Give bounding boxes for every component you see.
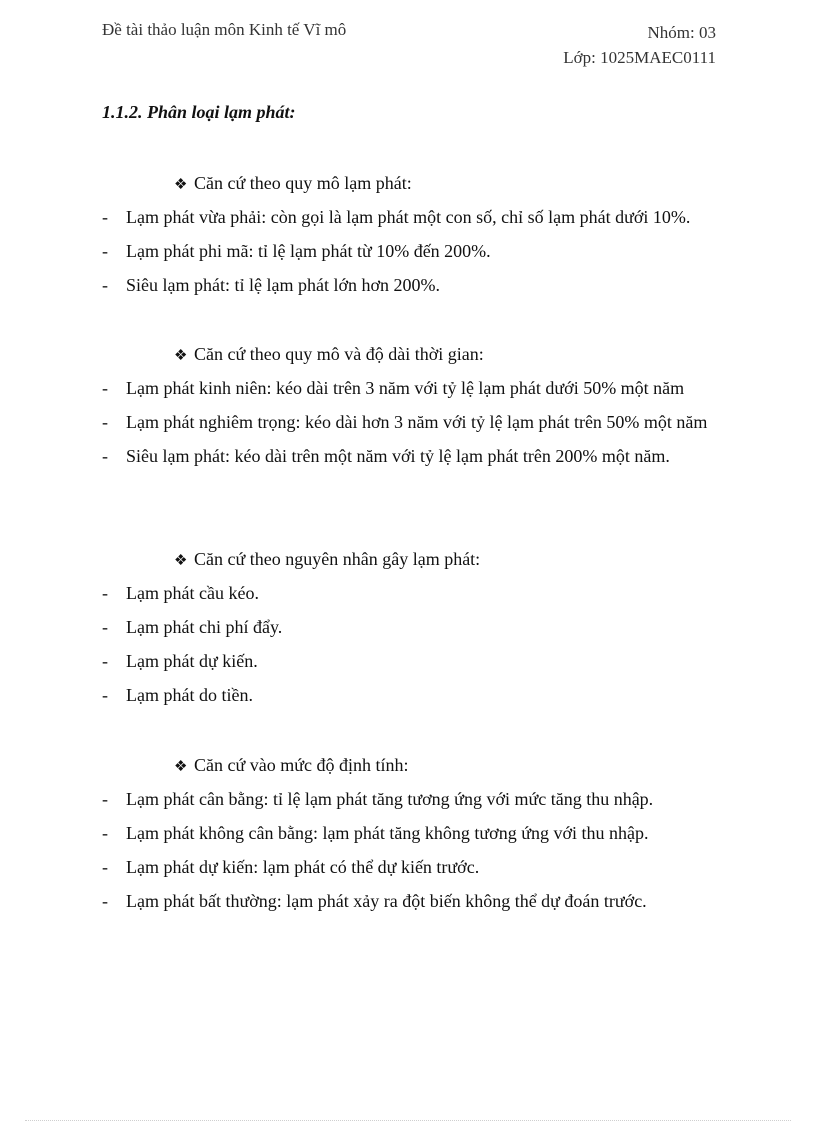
dash-bullet: - [102,207,108,227]
dash-bullet: - [102,583,108,603]
list-item: - Lạm phát vừa phải: còn gọi là lạm phát một con số, chỉ số lạm phát dưới 10%. [102,200,722,234]
header-title: Đề tài thảo luận môn Kinh tế Vĩ mô [102,20,347,39]
classification-group [102,166,722,302]
list-item: - Lạm phát bất thường: lạm phát xảy ra đột biến không thể dự đoán trước. [102,884,722,918]
dash-bullet: - [102,651,108,671]
list-item: - Lạm phát dự kiến: lạm phát có thể dự kiến trước. [102,850,722,884]
group-heading: Căn cứ theo quy mô lạm phát: [194,173,412,193]
class-code: Lớp: 1025MAEC0111 [563,48,716,67]
dash-bullet: - [102,891,108,911]
dash-bullet: - [102,823,108,843]
header-info [563,20,716,70]
list-item: - Lạm phát do tiền. [102,678,722,712]
page-bottom-border [25,1120,791,1121]
dash-bullet: - [102,789,108,809]
diamond-bullet-icon: ❖ [174,759,188,775]
list-item: - Siêu lạm phát: kéo dài trên một năm với tỷ lệ lạm phát trên 200% một năm. [102,439,722,473]
classification-group [102,337,722,473]
list-item: - Lạm phát nghiêm trọng: kéo dài hơn 3 năm với tỷ lệ lạm phát trên 50% một năm [102,405,722,439]
list-item: - Lạm phát không cân bằng: lạm phát tăng không tương ứng với thu nhập. [102,816,722,850]
dash-bullet: - [102,446,108,466]
dash-bullet: - [102,412,108,432]
classification-group [102,542,722,712]
list-item: - Siêu lạm phát: tỉ lệ lạm phát lớn hơn 200%. [102,268,722,302]
dash-bullet: - [102,685,108,705]
list-item: - Lạm phát chi phí đẩy. [102,610,722,644]
dash-bullet: - [102,378,108,398]
dash-bullet: - [102,617,108,637]
diamond-bullet-icon: ❖ [174,177,188,193]
diamond-bullet-icon: ❖ [174,348,188,364]
section-title: 1.1.2. Phân loại lạm phát: [102,102,296,122]
diamond-bullet-icon: ❖ [174,553,188,569]
list-item: - Lạm phát phi mã: tỉ lệ lạm phát từ 10% đến 200%. [102,234,722,268]
list-item: - Lạm phát dự kiến. [102,644,722,678]
list-item: - Lạm phát kinh niên: kéo dài trên 3 năm với tỷ lệ lạm phát dưới 50% một năm [102,371,722,405]
classification-group [102,748,722,918]
group-heading: Căn cứ theo nguyên nhân gây lạm phát: [194,549,481,569]
group-heading: Căn cứ vào mức độ định tính: [194,755,409,775]
group-number: Nhóm: 03 [647,23,716,42]
dash-bullet: - [102,241,108,261]
list-item: - Lạm phát cầu kéo. [102,576,722,610]
dash-bullet: - [102,857,108,877]
list-item: - Lạm phát cân bằng: tỉ lệ lạm phát tăng tương ứng với mức tăng thu nhập. [102,782,722,816]
dash-bullet: - [102,275,108,295]
group-heading: Căn cứ theo quy mô và độ dài thời gian: [194,344,484,364]
